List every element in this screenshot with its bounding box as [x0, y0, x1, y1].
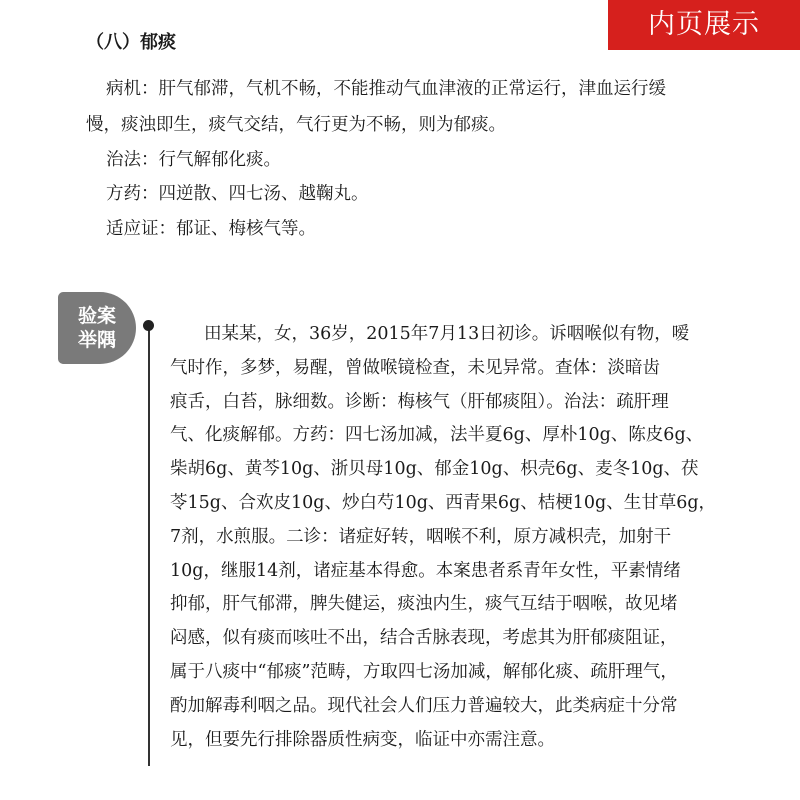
treatment-method: 治法：行气解郁化痰。 — [106, 150, 281, 170]
case-line: 抑郁，肝气郁滞，脾失健运，痰浊内生，痰气互结于咽喉，故见堵 — [170, 594, 678, 615]
prescription: 方药：四逆散、四七汤、越鞠丸。 — [106, 184, 369, 204]
case-line: 田某某，女，36岁，2015年7月13日初诊。诉咽喉似有物，嗳 — [204, 324, 690, 344]
case-line: 气、化痰解郁。方药：四七汤加减，法半夏6g、厚朴10g、陈皮6g、 — [170, 425, 704, 446]
case-line: 气时作，多梦，易醒，曾做喉镜检查，未见异常。查体：淡暗齿 — [170, 357, 660, 378]
indications: 适应证：郁证、梅核气等。 — [106, 219, 316, 239]
page-preview-badge: 内页展示 — [608, 0, 800, 50]
case-line: 7剂，水煎服。二诊：诸症好转，咽喉不利，原方减枳壳，加射干 — [170, 526, 672, 547]
section-title: （八）郁痰 — [86, 32, 176, 53]
case-line: 酌加解毒利咽之品。现代社会人们压力普遍较大，此类病症十分常 — [170, 695, 678, 716]
case-line: 柴胡6g、黄芩10g、浙贝母10g、郁金10g、枳壳6g、麦冬10g、茯 — [170, 459, 699, 480]
case-bullet-dot — [143, 320, 154, 331]
case-text — [170, 318, 716, 757]
case-example-tag — [58, 292, 136, 364]
case-line: 10g，继服14剂，诸症基本得愈。本案患者系青年女性，平素情绪 — [170, 560, 681, 581]
case-tag-line-2: 举隅 — [77, 329, 116, 351]
pathogenesis-line-1: 病机：肝气郁滞，气机不畅，不能推动气血津液的正常运行，津血运行缓 — [106, 79, 666, 99]
case-line: 苓15g、合欢皮10g、炒白芍10g、西青果6g、桔梗10g、生甘草6g， — [170, 492, 717, 513]
case-line: 痕舌，白苔，脉细数。诊断：梅核气（肝郁痰阻）。治法：疏肝理 — [170, 391, 669, 412]
pathogenesis-line-2: 慢，痰浊即生，痰气交结，气行更为不畅，则为郁痰。 — [86, 115, 506, 135]
case-line: 闷感，似有痰而咳吐不出，结合舌脉表现，考虑其为肝郁痰阻证， — [170, 628, 678, 649]
case-tag-line-1: 验案 — [77, 305, 116, 327]
case-vertical-rule — [148, 326, 150, 766]
case-line: 见，但要先行排除器质性病变，临证中亦需注意。 — [170, 729, 555, 750]
case-line: 属于八痰中“郁痰”范畴，方取四七汤加减，解郁化痰、疏肝理气， — [170, 661, 678, 682]
